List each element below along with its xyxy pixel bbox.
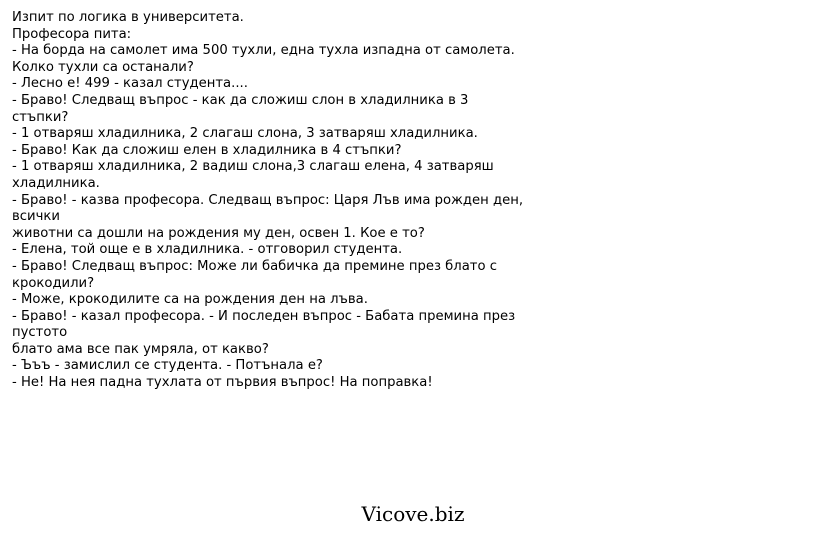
text-line: стъпки? [12, 109, 69, 125]
text-line: Колко тухли са останали? [12, 59, 194, 75]
text-line: - На борда на самолет има 500 тухли, една тухла изпадна от самолета. [12, 43, 515, 59]
text-line: - Браво! Следващ въпрос: Може ли бабичка да премине през блато с [12, 258, 498, 274]
text-line: всички [12, 209, 60, 225]
text-line: крокодили? [12, 275, 95, 291]
text-line: Изпит по логика в университета. [12, 10, 244, 25]
text-line: - Може, крокодилите са на рождения ден на лъва. [12, 292, 368, 308]
text-line: Професора пита: [12, 26, 132, 42]
text-line: - Ъъъ - замислил се студента. - Потънала е? [12, 358, 323, 374]
site-watermark: Vicove.biz [361, 502, 465, 526]
text-line: пустото [12, 325, 68, 341]
text-line: - Браво! - казва професора. Следващ въпрос: Царя Лъв има рожден ден, [12, 192, 524, 208]
text-line: - Елена, той още е в хладилника. - отговорил студента. [12, 242, 403, 258]
text-line: - Не! На нея падна тухлата от първия въпрос! На поправка! [12, 375, 433, 391]
joke-text [12, 10, 582, 392]
text-line: - 1 отваряш хладилника, 2 вадиш слона,3 слагаш елена, 4 затваряш [12, 159, 494, 175]
text-line: животни са дошли на рождения му ден, освен 1. Кое е то? [12, 225, 425, 241]
text-line: блато ама все пак умряла, от какво? [12, 341, 269, 357]
text-line: - Браво! Следващ въпрос - как да сложиш слон в хладилника в 3 [12, 92, 469, 108]
text-line: - Браво! Как да сложиш елен в хладилника в 4 стъпки? [12, 142, 402, 158]
text-line: хладилника. [12, 175, 100, 191]
text-line: - 1 отваряш хладилника, 2 слагаш слона, 3 затваряш хладилника. [12, 126, 478, 142]
text-line: - Браво! - казал професора. - И последен въпрос - Бабата премина през [12, 308, 516, 324]
text-line: - Лесно е! 499 - казал студента.... [12, 76, 248, 92]
